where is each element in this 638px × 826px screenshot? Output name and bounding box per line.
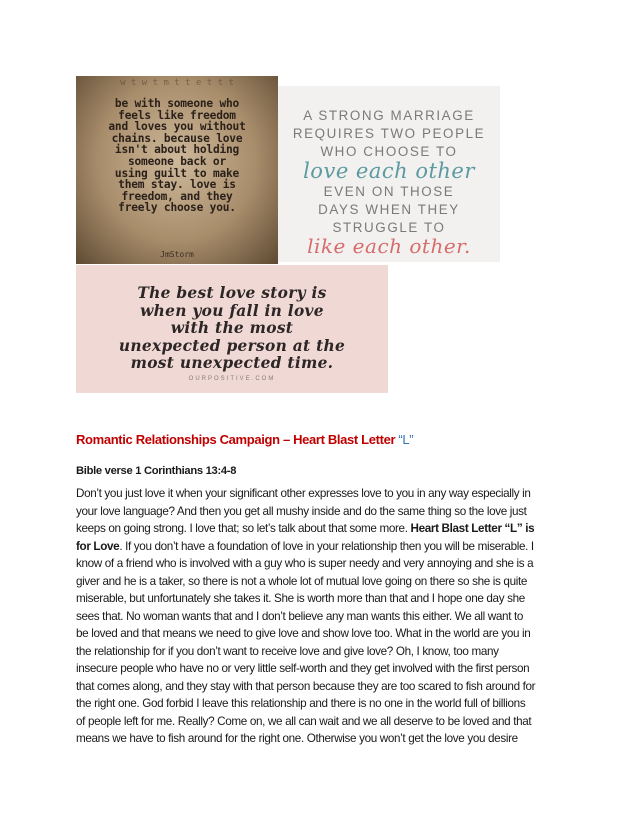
- script-like-each-other: like each other.: [307, 234, 471, 258]
- quote-line: freedom, and they: [121, 189, 233, 203]
- body-text: of people left for me. Really? Come on, we all can wait and we all deserve to be loved and that: [76, 714, 532, 728]
- bold-text: Heart Blast Letter “L” is: [410, 522, 535, 535]
- body-text: means we have to fish around for the right one. Otherwise you won’t get the love you desire: [76, 732, 518, 745]
- body-text: that comes along, and they stay with that person because they are too scared to fish around for: [76, 679, 536, 693]
- body-text: giver and he is a taker, so there is not a whole lot of mutual love going on there so she is quite: [76, 574, 528, 588]
- bold-text: for Love: [76, 539, 120, 553]
- body-line: [76, 538, 576, 556]
- body-text: miserable, but unfortunately she takes it. She is worth more than that and I hope one day she: [76, 592, 525, 605]
- body-text: the right one. God forbid I leave this relationship and there is no one in the world full of billions: [76, 697, 526, 710]
- body-text: sees that. No woman wants that and I don’t believe any man wants this either. We all want to: [76, 609, 524, 623]
- quote-line: using guilt to make: [114, 166, 240, 180]
- quote-line: A STRONG MARRIAGE: [303, 108, 475, 123]
- body-line: [76, 643, 576, 661]
- script-love-each-other: love each other: [303, 159, 475, 183]
- faded-top-text: w t w t m t t e t t t: [120, 78, 234, 88]
- quote-line: STRUGGLE TO: [332, 220, 446, 235]
- quote-line: DAYS WHEN THEY: [318, 202, 460, 217]
- body-line: [76, 503, 576, 521]
- body-line: [76, 608, 576, 626]
- body-line: [76, 713, 576, 731]
- body-line: [76, 590, 576, 608]
- quote-line: someone back or: [127, 154, 227, 168]
- bible-verse: Bible verse 1 Corinthians 13:4-8: [76, 465, 237, 477]
- quote-line: and loves you without: [108, 120, 246, 134]
- body-line: [76, 520, 576, 538]
- body-line: [76, 660, 576, 678]
- body-line: [76, 485, 576, 503]
- quote-line: freely choose you.: [118, 201, 236, 215]
- quote-line: EVEN ON THOSE: [323, 184, 455, 199]
- heading-main: Romantic Relationships Campaign – Heart Blast Letter: [76, 432, 399, 447]
- body-text: keeps on going strong. I love that; so let’s talk about that some more.: [76, 522, 411, 535]
- heading-letter: “L”: [398, 432, 414, 447]
- quote-line: them stay. love is: [118, 178, 236, 192]
- body-text: Don’t you just love it when your significant other expresses love to you in any way especially in: [76, 487, 531, 500]
- body-text: know of a friend who is involved with a guy who is super needy and very annoying and she is a: [76, 557, 534, 570]
- quote-line: chains. because love: [111, 131, 243, 145]
- body-text: insecure people who have no or very little self-worth and they get involved with the first person: [76, 662, 530, 675]
- quote-line: be with someone who: [114, 97, 240, 110]
- source-watermark: OURPOSITIVE.COM: [188, 376, 276, 382]
- body-text: be loved and that means we need to give love and show love too. What in the world are you in: [76, 627, 531, 640]
- letter-body: [76, 485, 576, 748]
- love-story-quote: [76, 285, 388, 373]
- typewriter-quote-image: [76, 76, 278, 264]
- author-signature: JmStorm: [160, 250, 194, 259]
- body-line: [76, 573, 576, 591]
- body-line: [76, 695, 576, 713]
- quote-line: unexpected person at the: [118, 336, 346, 355]
- best-love-story-quote-image: [76, 265, 388, 393]
- body-line: [76, 625, 576, 643]
- quote-line: WHO CHOOSE TO: [320, 144, 458, 159]
- quote-line: with the most: [170, 319, 294, 337]
- quote-line: when you fall in love: [140, 301, 324, 320]
- document-heading: [76, 432, 413, 447]
- quote-line: isn't about holding: [114, 143, 240, 157]
- quote-line: most unexpected time.: [130, 354, 334, 372]
- body-line: [76, 555, 576, 573]
- body-text: . If you don’t have a foundation of love in your relationship then you will be miserable. I: [119, 539, 534, 553]
- quote-line: REQUIRES TWO PEOPLE: [292, 126, 486, 141]
- body-text: your love language? And then you get all mushy inside and do the same thing so the love just: [76, 504, 527, 518]
- quote-line: feels like freedom: [118, 108, 236, 122]
- body-line: [76, 678, 576, 696]
- body-line: [76, 730, 576, 748]
- typewriter-quote-text: [76, 98, 278, 214]
- strong-marriage-quote-image: [278, 86, 500, 262]
- body-text: the relationship for if you don’t want to receive love and give love? Oh, I know, too many: [76, 644, 499, 658]
- quote-line: The best love story is: [137, 284, 327, 302]
